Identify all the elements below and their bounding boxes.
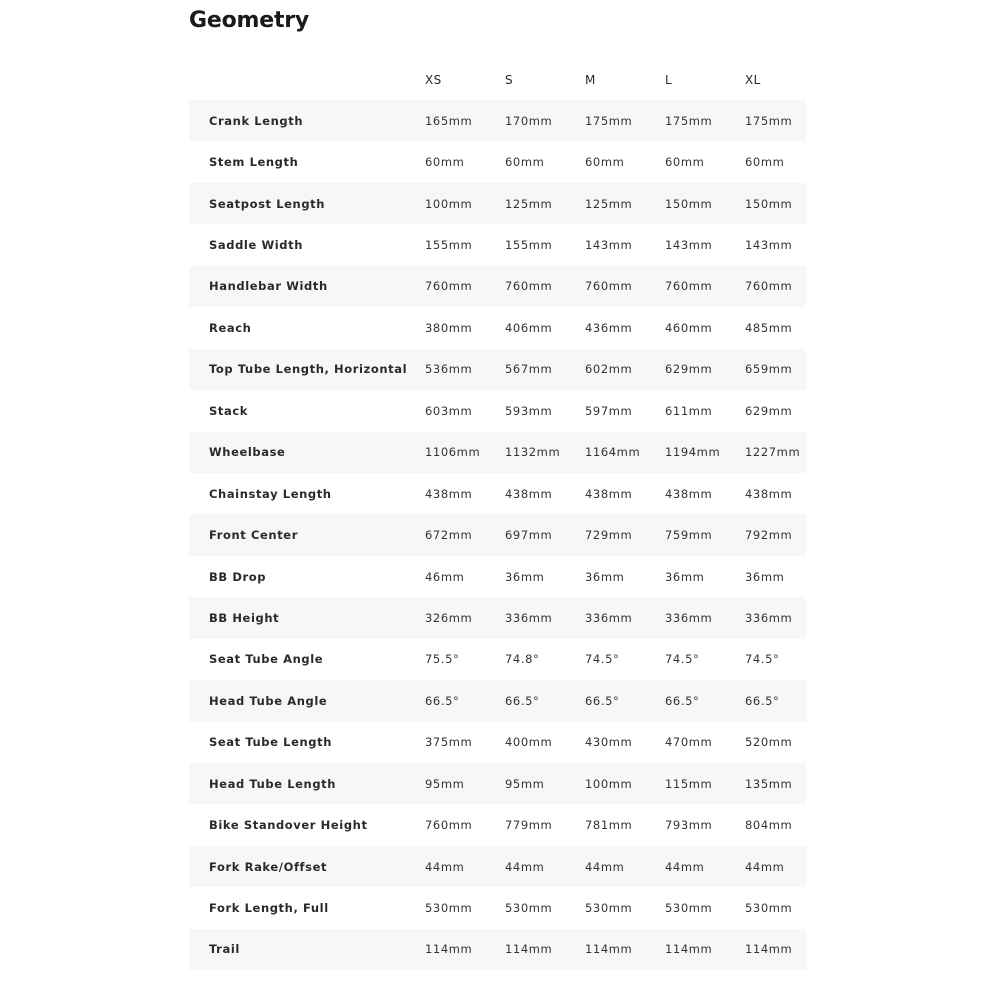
row-value-xs: 760mm: [425, 818, 473, 833]
row-value-xl: 175mm: [745, 113, 793, 128]
row-value-xl: 438mm: [745, 486, 793, 501]
row-value-xs: 165mm: [425, 113, 473, 128]
row-label: Stem Length: [209, 155, 299, 170]
row-label: Reach: [209, 320, 252, 335]
row-label: Crank Length: [209, 113, 304, 128]
row-label: Saddle Width: [209, 238, 303, 253]
table-row: [189, 224, 806, 265]
row-label: Seatpost Length: [209, 196, 326, 211]
row-value-s: 1132mm: [505, 445, 561, 460]
row-label: Seat Tube Length: [209, 735, 332, 750]
table-row: [189, 183, 806, 224]
row-value-xl: 143mm: [745, 238, 793, 253]
row-value-s: 760mm: [505, 279, 553, 294]
row-value-xs: 114mm: [425, 942, 473, 957]
row-value-l: 114mm: [665, 942, 713, 957]
row-label: Stack: [209, 403, 249, 418]
size-header-xl: XL: [745, 73, 761, 87]
row-value-xl: 659mm: [745, 362, 793, 377]
row-value-xs: 530mm: [425, 901, 473, 916]
row-value-s: 438mm: [505, 486, 553, 501]
row-value-l: 150mm: [665, 196, 713, 211]
row-value-xl: 530mm: [745, 901, 793, 916]
table-row: [189, 473, 806, 514]
table-row: [189, 680, 806, 721]
row-value-xl: 792mm: [745, 528, 793, 543]
row-value-s: 530mm: [505, 901, 553, 916]
row-value-l: 611mm: [665, 403, 713, 418]
size-header-l: L: [665, 73, 673, 87]
row-value-xs: 672mm: [425, 528, 473, 543]
row-value-l: 336mm: [665, 610, 713, 625]
row-value-m: 1164mm: [585, 445, 641, 460]
row-value-s: 593mm: [505, 403, 553, 418]
row-value-m: 100mm: [585, 776, 633, 791]
table-row: [189, 307, 806, 348]
table-row: [189, 100, 806, 141]
row-label: Chainstay Length: [209, 486, 332, 501]
row-value-s: 155mm: [505, 238, 553, 253]
row-value-s: 60mm: [505, 155, 545, 170]
row-value-s: 95mm: [505, 776, 545, 791]
row-value-m: 60mm: [585, 155, 625, 170]
row-value-xl: 74.5°: [745, 652, 780, 667]
row-value-l: 793mm: [665, 818, 713, 833]
row-value-xl: 520mm: [745, 735, 793, 750]
row-value-m: 436mm: [585, 320, 633, 335]
row-value-xs: 46mm: [425, 569, 465, 584]
table-body: [189, 100, 806, 970]
page-title: Geometry: [189, 8, 310, 33]
table-row: [189, 846, 806, 887]
row-value-m: 125mm: [585, 196, 633, 211]
table-row: [189, 804, 806, 845]
row-value-xs: 326mm: [425, 610, 473, 625]
row-value-xl: 66.5°: [745, 693, 780, 708]
table-row: [189, 390, 806, 431]
row-value-xl: 760mm: [745, 279, 793, 294]
row-value-l: 36mm: [665, 569, 705, 584]
row-value-m: 36mm: [585, 569, 625, 584]
row-value-l: 760mm: [665, 279, 713, 294]
size-header-s: S: [505, 73, 514, 87]
row-value-l: 74.5°: [665, 652, 700, 667]
row-value-xl: 36mm: [745, 569, 785, 584]
row-value-m: 430mm: [585, 735, 633, 750]
row-value-l: 470mm: [665, 735, 713, 750]
row-value-xs: 536mm: [425, 362, 473, 377]
row-value-xs: 95mm: [425, 776, 465, 791]
row-value-s: 74.8°: [505, 652, 540, 667]
row-label: Fork Rake/Offset: [209, 859, 328, 874]
row-value-m: 143mm: [585, 238, 633, 253]
row-label: Top Tube Length, Horizontal: [209, 362, 408, 377]
row-value-m: 438mm: [585, 486, 633, 501]
row-value-m: 336mm: [585, 610, 633, 625]
row-value-l: 438mm: [665, 486, 713, 501]
row-value-l: 44mm: [665, 859, 705, 874]
row-value-s: 567mm: [505, 362, 553, 377]
table-row: [189, 266, 806, 307]
row-value-xl: 629mm: [745, 403, 793, 418]
row-label: Handlebar Width: [209, 279, 328, 294]
row-value-m: 760mm: [585, 279, 633, 294]
row-label: Fork Length, Full: [209, 901, 329, 916]
row-value-xs: 66.5°: [425, 693, 460, 708]
table-row: [189, 597, 806, 638]
row-value-xl: 114mm: [745, 942, 793, 957]
row-label: Seat Tube Angle: [209, 652, 324, 667]
row-label: BB Height: [209, 610, 280, 625]
row-value-xs: 375mm: [425, 735, 473, 750]
row-value-m: 44mm: [585, 859, 625, 874]
row-value-m: 729mm: [585, 528, 633, 543]
row-value-l: 143mm: [665, 238, 713, 253]
row-value-s: 400mm: [505, 735, 553, 750]
row-value-m: 530mm: [585, 901, 633, 916]
row-value-s: 114mm: [505, 942, 553, 957]
table-row: [189, 141, 806, 182]
row-value-m: 74.5°: [585, 652, 620, 667]
table-row: [189, 763, 806, 804]
geometry-table: [189, 60, 806, 970]
row-value-xs: 44mm: [425, 859, 465, 874]
row-value-m: 597mm: [585, 403, 633, 418]
row-value-l: 66.5°: [665, 693, 700, 708]
row-value-s: 170mm: [505, 113, 553, 128]
row-value-s: 697mm: [505, 528, 553, 543]
row-value-xl: 804mm: [745, 818, 793, 833]
row-value-xs: 75.5°: [425, 652, 460, 667]
table-row: [189, 432, 806, 473]
table-row: [189, 887, 806, 928]
row-value-xs: 100mm: [425, 196, 473, 211]
row-value-xs: 60mm: [425, 155, 465, 170]
row-value-s: 406mm: [505, 320, 553, 335]
row-label: Trail: [209, 942, 240, 957]
row-value-xl: 1227mm: [745, 445, 801, 460]
row-value-s: 779mm: [505, 818, 553, 833]
row-value-l: 759mm: [665, 528, 713, 543]
size-header-m: M: [585, 73, 596, 87]
table-row: [189, 722, 806, 763]
row-label: Head Tube Length: [209, 776, 337, 791]
row-value-s: 66.5°: [505, 693, 540, 708]
row-value-xs: 438mm: [425, 486, 473, 501]
row-value-l: 115mm: [665, 776, 713, 791]
row-value-xl: 485mm: [745, 320, 793, 335]
row-value-m: 175mm: [585, 113, 633, 128]
row-value-l: 175mm: [665, 113, 713, 128]
row-label: Wheelbase: [209, 445, 286, 460]
row-value-xl: 60mm: [745, 155, 785, 170]
row-value-xs: 380mm: [425, 320, 473, 335]
table-row: [189, 349, 806, 390]
table-row: [189, 556, 806, 597]
table-row: [189, 514, 806, 555]
table-header-row: [189, 60, 806, 100]
row-value-l: 460mm: [665, 320, 713, 335]
row-value-xl: 150mm: [745, 196, 793, 211]
row-value-xs: 155mm: [425, 238, 473, 253]
row-label: Front Center: [209, 528, 298, 543]
row-label: Head Tube Angle: [209, 693, 328, 708]
row-value-s: 44mm: [505, 859, 545, 874]
size-header-xs: XS: [425, 73, 442, 87]
row-value-m: 602mm: [585, 362, 633, 377]
row-value-l: 60mm: [665, 155, 705, 170]
row-value-s: 336mm: [505, 610, 553, 625]
row-value-l: 530mm: [665, 901, 713, 916]
row-value-s: 125mm: [505, 196, 553, 211]
table-row: [189, 929, 806, 970]
row-value-l: 1194mm: [665, 445, 721, 460]
row-value-xl: 44mm: [745, 859, 785, 874]
row-value-xs: 603mm: [425, 403, 473, 418]
row-label: BB Drop: [209, 569, 267, 584]
row-value-xl: 336mm: [745, 610, 793, 625]
row-label: Bike Standover Height: [209, 818, 368, 833]
row-value-xl: 135mm: [745, 776, 793, 791]
row-value-xs: 760mm: [425, 279, 473, 294]
row-value-m: 66.5°: [585, 693, 620, 708]
row-value-m: 114mm: [585, 942, 633, 957]
row-value-s: 36mm: [505, 569, 545, 584]
row-value-m: 781mm: [585, 818, 633, 833]
table-row: [189, 639, 806, 680]
row-value-xs: 1106mm: [425, 445, 481, 460]
row-value-l: 629mm: [665, 362, 713, 377]
